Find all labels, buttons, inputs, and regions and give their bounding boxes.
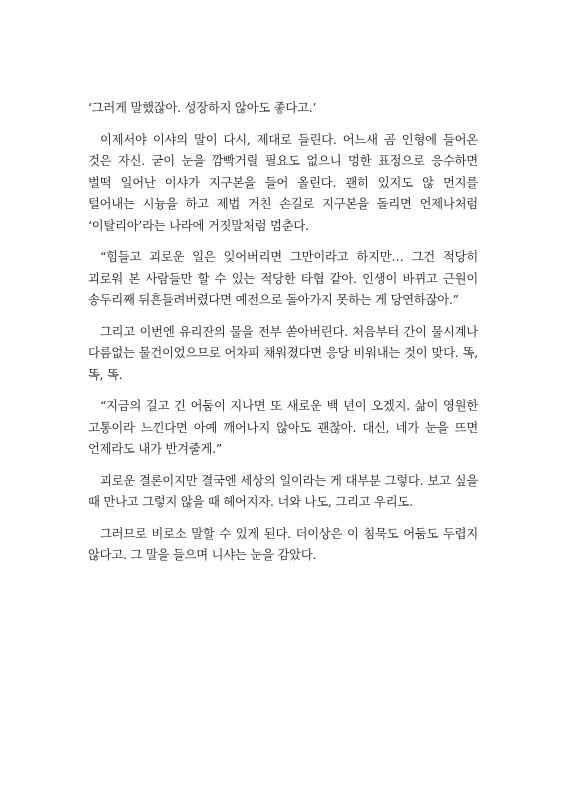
paragraph-1: ‘그러게 말했잖아. 성장하지 않아도 좋다고.’ bbox=[88, 101, 317, 115]
paragraph-4: 그리고 이번엔 유리잔의 물을 전부 쏟아버린다. 처음부터 간이 물시계나 다름없는 물건이었으므로 어차피 채워졌다면 응당 비워내는 것이 맞다. 똑, 똑, 똑. bbox=[88, 324, 478, 382]
paragraph-6: 괴로운 결론이지만 결국엔 세상의 일이라는 게 대부분 그렇다. 보고 싶을 때 만나고 그렇지 않을 때 헤어지자. 너와 나도, 그리고 우리도. bbox=[88, 473, 478, 509]
paragraph-5: “지금의 길고 긴 어둠이 지나면 또 새로운 백 년이 오겠지. 삶이 영원한 고통이라 느낀다면 아예 깨어나지 않아도 괜찮아. 대신, 네가 눈을 뜨면 언제라도 내가 반겨줄게.” bbox=[88, 399, 478, 456]
paragraph-3: “힘들고 괴로운 일은 잊어버리면 그만이라고 하지만… 그건 적당히 괴로워 본 사람들만 할 수 있는 적당한 타협 같아. 인생이 바뀌고 근원이 송두리째 뒤흔들려버렸다면 예전으로 돌아가지 못하는 게 당연하잖아.” bbox=[88, 250, 478, 307]
body-text bbox=[88, 98, 478, 577]
paragraph-7: 그러므로 비로소 말할 수 있게 된다. 더이상은 이 침묵도 어둠도 두렵지 않다고. 그 말을 들으며 니샤는 눈을 감았다. bbox=[88, 526, 478, 562]
paragraph-2: 이제서야 이샤의 말이 다시, 제대로 들린다. 어느새 곰 인형에 들어온 것은 자신. 굳이 눈을 깜빡거릴 필요도 없으니 멍한 표정으로 응수하면 벌떡 일어난 이샤가 지구본을 들어 올린다. 괜히 있지도 않 먼지를 털어내는 시늉을 하고 제법 거친 손길로 지구본을 돌리면 언제나처럼 ‘이탈리아’라는 나라에 거짓말처럼 멈춘다. bbox=[88, 132, 478, 233]
